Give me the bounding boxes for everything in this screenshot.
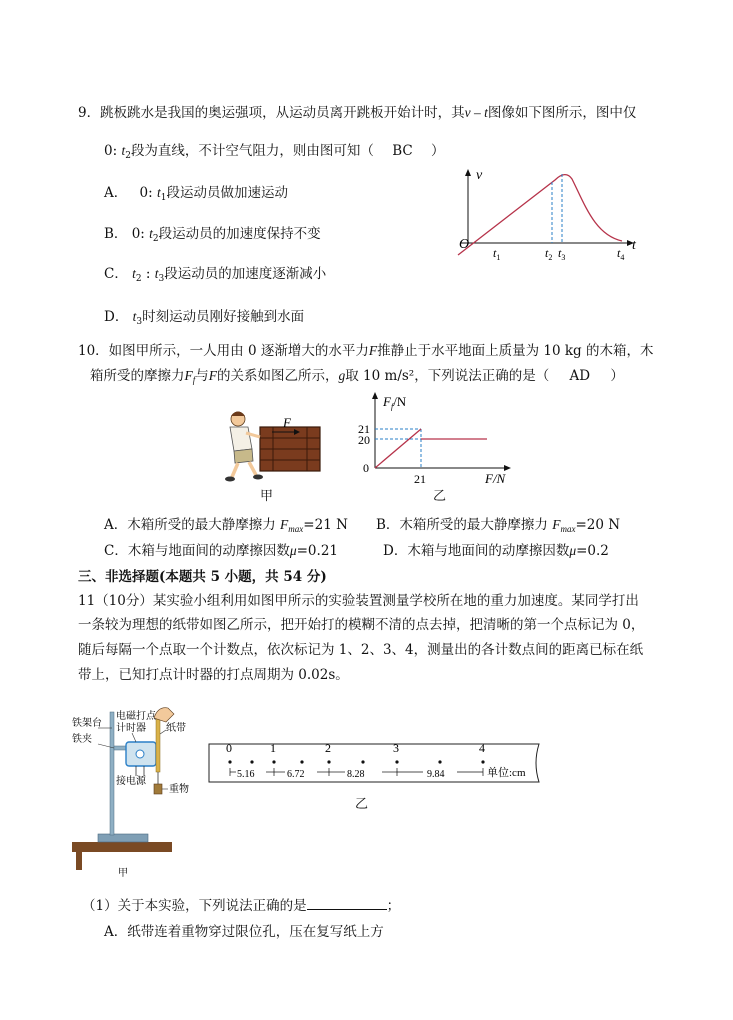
q11-sub1-option-a: A．纸带连着重物穿过限位孔，压在复写纸上方 — [104, 924, 384, 940]
ytick-20: 20 — [358, 433, 370, 447]
stand-pole — [110, 712, 114, 835]
q10-option-a: A．木箱所受的最大静摩擦力 $F_{max}=21$ N — [104, 517, 348, 534]
label-tiejia: 铁夹 — [72, 734, 92, 745]
answer-blank[interactable] — [307, 897, 387, 910]
v-axis-arrow — [465, 169, 471, 176]
q10-push-figure — [220, 405, 330, 485]
chart-xlabel: F/N — [485, 471, 506, 486]
ytick-21: 21 — [358, 422, 370, 436]
tape-label-0: 0 — [226, 741, 232, 755]
q9-option-c: C． $t_2$ : $t_3$段运动员的加速度逐渐减小 — [104, 266, 327, 284]
q10-answer: AD — [569, 368, 591, 384]
q9-stem-line1: 9．跳板跳水是我国的奥运强项，从运动员离开跳板开始计时，其v – t图像如下图所示，图中仅 — [78, 105, 637, 121]
v-label: v — [476, 168, 483, 183]
tape-label-4: 4 — [479, 741, 485, 755]
t1-label: $t_1$ — [493, 246, 501, 262]
q10-stem-line2: 箱所受的摩擦力$F_f$与F的关系如图乙所示，g取 10 m/s²，下列说法正确的是（ AD ） — [90, 368, 624, 385]
origin-label: O — [459, 237, 470, 252]
tape-dist-4: 9.84 — [427, 769, 445, 780]
tape-label-3: 3 — [393, 741, 399, 755]
q10-fig-yi-caption: 乙 — [433, 489, 447, 504]
q11-apparatus-figure — [70, 700, 225, 880]
tape-label-1: 1 — [270, 741, 276, 755]
tape-dist-1: 5.16 — [237, 769, 255, 780]
q11-sub1: （1）关于本实验，下列说法正确的是 ； — [82, 898, 401, 914]
t-label: t — [632, 238, 636, 253]
rising-line — [375, 429, 421, 468]
q11-line1: 11（10分）某实验小组利用如图甲所示的实验装置测量学校所在地的重力加速度。某同学打出 — [78, 593, 639, 609]
q10-option-b: B．木箱所受的最大静摩擦力 $F_{max}=20$ N — [376, 517, 621, 534]
tape-dist-2: 6.72 — [287, 769, 305, 780]
paper-tape — [156, 718, 160, 772]
q11-line4: 带上，已知打点计时器的打点周期为 0.02s。 — [78, 667, 349, 683]
q10-option-d: D．木箱与地面间的动摩擦因数μ=0.2 — [383, 543, 609, 559]
label-power: 接电源 — [116, 776, 146, 787]
label-timer2: 计时器 — [116, 723, 146, 734]
tape-label-2: 2 — [325, 741, 331, 755]
label-weight: 重物 — [169, 784, 189, 795]
apparatus-caption: 甲 — [118, 868, 128, 879]
force-label: F — [283, 415, 291, 430]
tape-unit: 单位:cm — [487, 767, 526, 779]
chart-ylabel: $F_f/N$ — [383, 394, 407, 411]
label-tiejiatai: 铁架台 — [72, 718, 102, 729]
t2-label: $t_2$ — [545, 246, 553, 262]
q10-stem-line1: 10．如图甲所示，一人用由 0 逐渐增大的水平力F推静止于水平地面上质量为 10 kg 的木箱，木 — [78, 343, 654, 359]
q11-line2: 一条较为理想的纸带如图乙所示，把开始打的模糊不清的点去掉，把清晰的第一个点标记为 0， — [78, 617, 645, 633]
q9-option-b: B． 0: $t_2$段运动员的加速度保持不变 — [104, 226, 321, 244]
tape-dist-3: 8.28 — [347, 769, 365, 780]
t3-label: $t_3$ — [558, 246, 566, 262]
table-top — [72, 842, 172, 852]
ytick-0: 0 — [363, 461, 369, 475]
q9-option-a: A． 0: $t_1$段运动员做加速运动 — [104, 185, 288, 203]
tape-caption: 乙 — [355, 797, 369, 812]
q9-vt-graph — [450, 165, 650, 267]
q11-line3: 随后每隔一个点取一个计数点，依次标记为 1、2、3、4，测量出的各计数点间的距离已标在纸 — [78, 642, 644, 658]
q10-friction-chart — [345, 390, 525, 495]
q11-paper-tape-figure — [205, 738, 545, 788]
person-shirt — [230, 427, 252, 451]
q9-option-d: D． $t_3$时刻运动员刚好接触到水面 — [104, 309, 305, 327]
q10-fig-jia-caption: 甲 — [260, 489, 274, 504]
q10-option-c: C．木箱与地面间的动摩擦因数μ=0.21 — [104, 543, 338, 559]
stand-base — [98, 834, 148, 842]
xtick-21: 21 — [414, 472, 426, 486]
weight — [154, 784, 162, 794]
t4-label: $t_4$ — [617, 246, 625, 262]
q9-answer: BC — [392, 143, 413, 159]
q9-stem-line2: 0: $t_2$段为直线，不计空气阻力，则由图可知（ BC ） — [104, 143, 445, 161]
label-timer1: 电磁打点 — [116, 711, 156, 722]
section-3-heading: 三、非选择题(本题共 5 小题，共 54 分) — [78, 569, 327, 585]
label-tape: 纸带 — [166, 723, 186, 734]
